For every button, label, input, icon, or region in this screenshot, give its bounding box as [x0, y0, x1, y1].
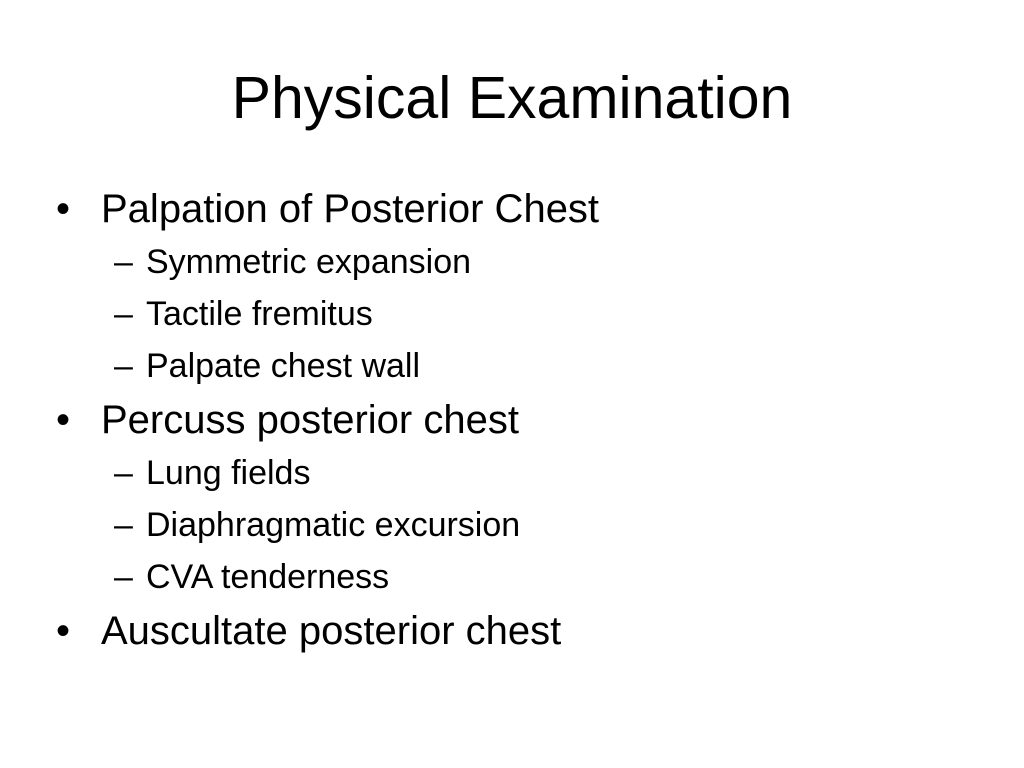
sub-bullet-text: CVA tenderness — [146, 558, 390, 596]
bullet-item — [56, 182, 976, 236]
sub-bullet-list — [56, 447, 976, 603]
slide-title: Physical Examination — [231, 65, 793, 131]
sub-bullet-item — [56, 288, 976, 340]
sub-bullet-marker: – — [114, 506, 133, 544]
sub-bullet-marker: – — [114, 558, 133, 596]
sub-bullet-text: Palpate chest wall — [146, 347, 421, 385]
bullet-text: Percuss posterior chest — [101, 398, 519, 442]
bullet-item — [56, 393, 976, 447]
sub-bullet-item — [56, 551, 976, 603]
sub-bullet-text: Lung fields — [146, 454, 311, 492]
bullet-item — [56, 604, 976, 658]
sub-bullet-item — [56, 499, 976, 551]
sub-bullet-item — [56, 447, 976, 499]
bullet-marker: • — [56, 187, 71, 231]
sub-bullet-item — [56, 340, 976, 392]
sub-bullet-marker: – — [114, 295, 133, 333]
sub-bullet-item — [56, 236, 976, 288]
sub-bullet-text: Tactile fremitus — [146, 295, 373, 333]
sub-bullet-text: Symmetric expansion — [146, 243, 472, 281]
sub-bullet-list — [56, 236, 976, 392]
sub-bullet-marker: – — [114, 347, 133, 385]
bullet-marker: • — [56, 398, 71, 442]
sub-bullet-text: Diaphragmatic excursion — [146, 506, 521, 544]
bullet-text: Palpation of Posterior Chest — [101, 187, 600, 231]
bullet-list — [56, 182, 976, 658]
sub-bullet-marker: – — [114, 243, 133, 281]
bullet-text: Auscultate posterior chest — [101, 609, 562, 653]
sub-bullet-marker: – — [114, 454, 133, 492]
bullet-marker: • — [56, 609, 71, 653]
